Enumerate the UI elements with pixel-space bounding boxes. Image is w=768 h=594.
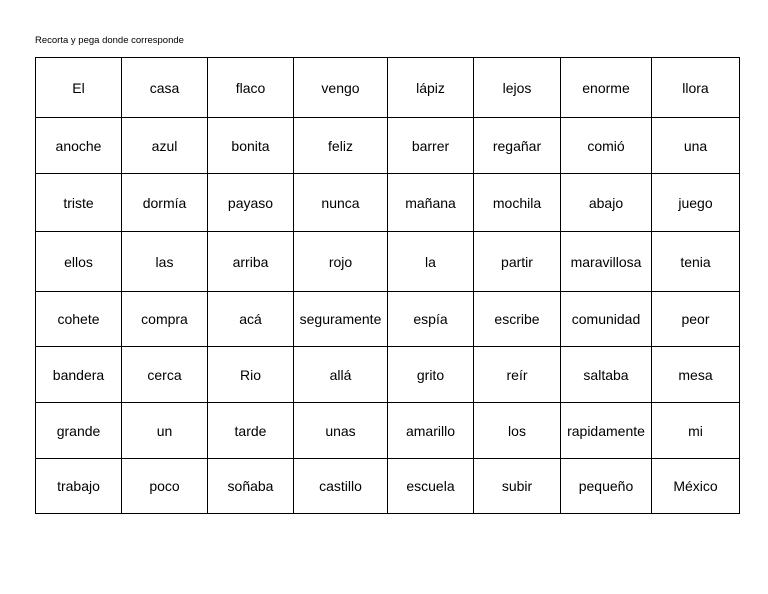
word-cell: grande [36,403,122,459]
word-cell: rapidamente [561,403,652,459]
word-cell: la [388,232,474,292]
word-cell: flaco [208,58,294,118]
word-cell: comió [561,118,652,174]
word-cell: unas [294,403,388,459]
word-cell: maravillosa [561,232,652,292]
word-cell: seguramente [294,292,388,347]
word-cell: saltaba [561,347,652,403]
word-cell: escribe [474,292,561,347]
word-cell: pequeño [561,459,652,514]
instruction-text: Recorta y pega donde corresponde [35,35,184,46]
word-cell: amarillo [388,403,474,459]
word-cell: espía [388,292,474,347]
word-cell: cerca [122,347,208,403]
word-cell: juego [652,174,740,232]
word-cell: rojo [294,232,388,292]
word-cell: anoche [36,118,122,174]
word-cell: escuela [388,459,474,514]
word-cell: soñaba [208,459,294,514]
word-cell: abajo [561,174,652,232]
word-cell: acá [208,292,294,347]
word-cell: payaso [208,174,294,232]
word-cell: ellos [36,232,122,292]
word-cell: nunca [294,174,388,232]
word-cell: llora [652,58,740,118]
word-cell: mañana [388,174,474,232]
word-row [36,58,740,118]
word-cell: casa [122,58,208,118]
word-cell: vengo [294,58,388,118]
word-row [36,174,740,232]
word-cell: grito [388,347,474,403]
word-row [36,347,740,403]
word-cell: arriba [208,232,294,292]
word-cell: compra [122,292,208,347]
word-cell: barrer [388,118,474,174]
word-cell: tarde [208,403,294,459]
word-cell: los [474,403,561,459]
word-cell: México [652,459,740,514]
word-row [36,232,740,292]
word-cell: las [122,232,208,292]
word-grid [35,57,740,514]
word-cell: un [122,403,208,459]
word-cell: trabajo [36,459,122,514]
word-cell: triste [36,174,122,232]
word-cell: mochila [474,174,561,232]
word-row [36,403,740,459]
word-cell: bonita [208,118,294,174]
word-cell: bandera [36,347,122,403]
word-cell: lápiz [388,58,474,118]
word-cell: una [652,118,740,174]
word-cell: mi [652,403,740,459]
word-row [36,118,740,174]
word-cell: Rio [208,347,294,403]
word-cell: peor [652,292,740,347]
word-cell: dormía [122,174,208,232]
word-cell: reír [474,347,561,403]
word-cell: enorme [561,58,652,118]
word-row [36,459,740,514]
word-cell: feliz [294,118,388,174]
word-cell: lejos [474,58,561,118]
word-cell: poco [122,459,208,514]
word-cell: cohete [36,292,122,347]
word-cell: azul [122,118,208,174]
word-cell: mesa [652,347,740,403]
word-row [36,292,740,347]
word-cell: El [36,58,122,118]
word-cell: comunidad [561,292,652,347]
word-cell: partir [474,232,561,292]
word-cell: allá [294,347,388,403]
word-cell: regañar [474,118,561,174]
word-cell: tenia [652,232,740,292]
word-cell: subir [474,459,561,514]
word-cell: castillo [294,459,388,514]
